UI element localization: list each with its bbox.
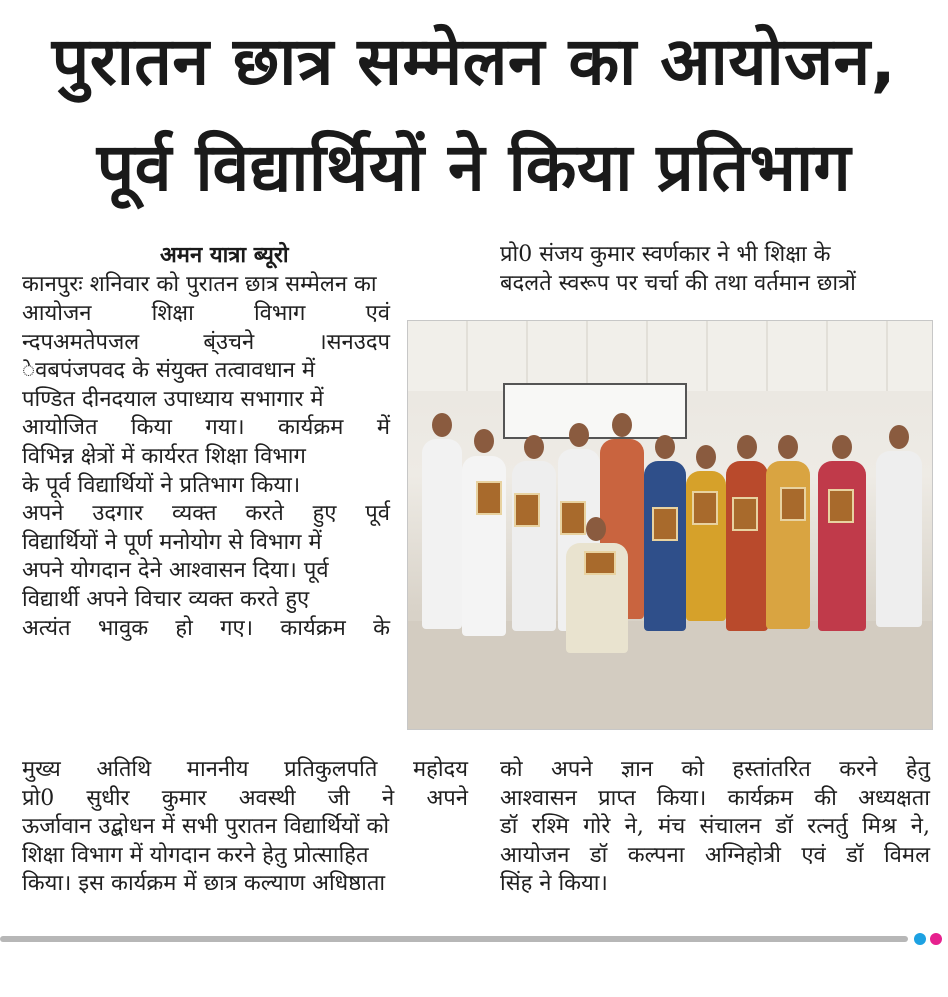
text-line: प्रो0 संजय कुमार स्वर्णकार ने भी शिक्षा के [500,242,831,267]
headline-line-2: पूर्व विद्यार्थियों ने किया प्रतिभाग [96,129,852,206]
text-line: किया। इस कार्यक्रम में छात्र कल्याण अधिष्ठाता [22,871,386,897]
text-line: न्दपअमतेपजल ब्ंउचने ।सनउदप [22,329,390,355]
text-line: आयोजन शिक्षा विभाग एवं [22,301,390,326]
photo-person [422,439,462,629]
photo-plaque [476,481,502,515]
text-line: विद्यार्थी अपने विचार व्यक्त करते हुए [22,586,310,612]
photo-person-head [832,435,852,459]
left-column-lower-text [22,756,468,899]
photo-plaque [692,491,718,525]
text-line: आयोजित किया गया। कार्यक्रम में [22,415,390,441]
text-line: मुख्य अतिथि माननीय प्रतिकुलपति महोदय [22,757,468,782]
byline: अमन यात्रा ब्यूरो [160,242,289,268]
photo-person [512,461,556,631]
text-line: बदलते स्वरूप पर चर्चा की तथा वर्तमान छात्रों [500,270,856,296]
left-column-first-line [22,271,468,300]
headline-line-1: पुरातन छात्र सम्मेलन का आयोजन, [51,23,897,100]
photo-person-head [696,445,716,469]
text-line: ेवबपंजपवद के संयुक्त तत्वावधान में [22,358,316,384]
photo-person-head [655,435,675,459]
photo-plaque [732,497,758,531]
text-line: सिंह ने किया। [500,871,608,897]
photo-plaque [560,501,586,535]
footer-dot-blue [914,933,926,945]
right-column-top-text [500,241,930,298]
left-column-wrapped-text [22,300,390,643]
text-line: अत्यंत भावुक हो गए। कार्यक्रम के [22,615,390,641]
photo-person-head [524,435,544,459]
photo-projection-screen [503,383,687,439]
photo-plaque [514,493,540,527]
photo-plaque [584,551,616,575]
photo-person-head [569,423,589,447]
photo-person [644,461,686,631]
text-line: डॉ रश्मि गोरे ने, मंच संचालन डॉ रत्नर्तु मिश्र ने, [500,814,930,840]
photo-person-head [474,429,494,453]
text-line: प्रो0 सुधीर कुमार अवस्थी जी ने अपने [22,785,468,811]
photo-person-head [737,435,757,459]
text-line: आयोजन डॉ कल्पना अग्निहोत्री एवं डॉ विमल [500,842,930,868]
photo-ceiling [408,321,932,391]
footer-dot-pink [930,933,942,945]
photo-person [818,461,866,631]
right-column-lower-text [500,756,930,899]
text-line: ऊर्जावान उद्बोधन में सभी पुरातन विद्यार्थियों को [22,814,390,840]
photo-person-head [432,413,452,437]
text-line: शिक्षा विभाग में योगदान करने हेतु प्रोत्साहित [22,842,369,868]
text-line: विभिन्न क्षेत्रों में कार्यरत शिक्षा विभाग [22,443,306,469]
photo-plaque [828,489,854,523]
text-line: को अपने ज्ञान को हस्तांतरित करने हेतु [500,757,930,782]
photo-person-head [778,435,798,459]
photo-person-head [889,425,909,449]
text-line: कानपुरः शनिवार को पुरातन छात्र सम्मेलन का [22,272,377,297]
text-line: अपने उदगार व्यक्त करते हुए पूर्व [22,501,390,527]
photo-person-head [612,413,632,437]
group-photo [407,320,933,730]
footer-divider-bar [0,936,908,942]
text-line: विद्यार्थियों ने पूर्ण मनोयोग से विभाग में [22,529,322,555]
photo-plaque [780,487,806,521]
photo-plaque [652,507,678,541]
text-line: आश्वासन प्राप्त किया। कार्यक्रम की अध्यक्षता [500,785,930,811]
text-line: पण्डित दीनदयाल उपाध्याय सभागार में [22,386,324,412]
photo-person-head [586,517,606,541]
photo-floor [408,621,932,729]
photo-person [726,461,768,631]
text-line: अपने योगदान देने आश्वासन दिया। पूर्व [22,558,329,584]
photo-person [876,451,922,627]
text-line: के पूर्व विद्यार्थियों ने प्रतिभाग किया। [22,472,301,498]
